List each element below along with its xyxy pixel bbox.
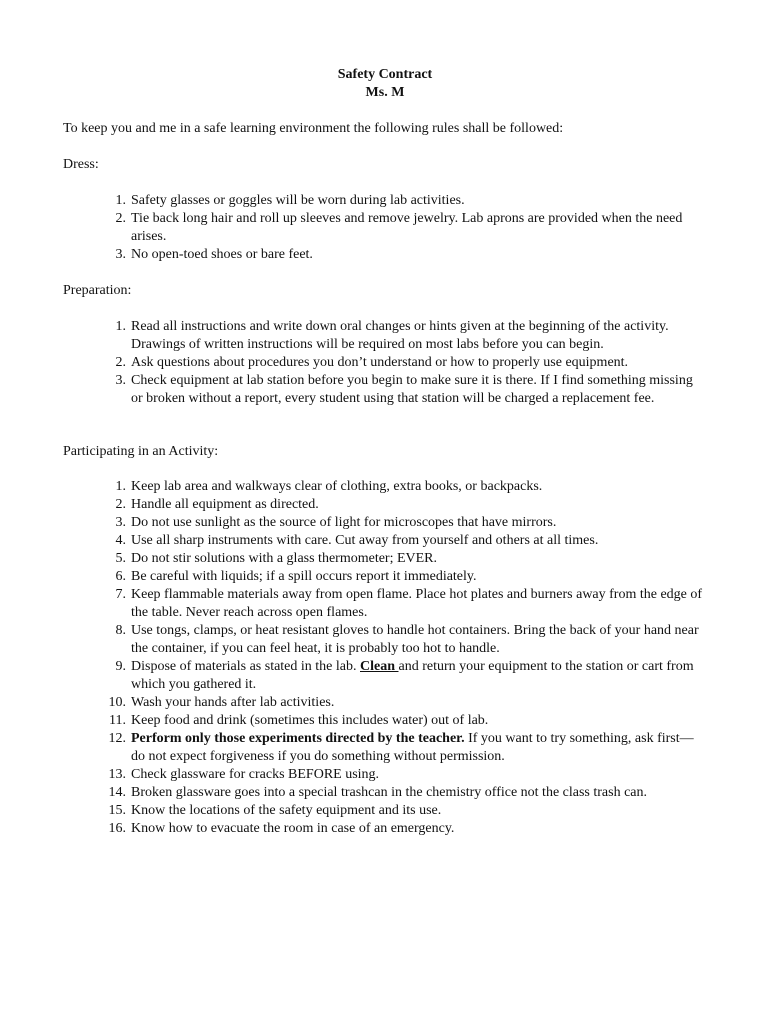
rules-list-preparation bbox=[100, 318, 704, 408]
title-line-1: Safety Contract bbox=[337, 67, 433, 82]
list-item: 12. Perform only those experiments directed by the teacher. If you want to try something, ask first—do not expect forgiveness if you do something without permission. bbox=[108, 731, 694, 764]
list-item: 16. Know how to evacuate the room in case of an emergency. bbox=[108, 821, 455, 836]
list-item: 14. Broken glassware goes into a special trashcan in the chemistry office not the class trash can. bbox=[108, 785, 648, 800]
list-item: 2. Tie back long hair and roll up sleeves and remove jewelry. Lab aprons are provided when the need arises. bbox=[115, 211, 683, 244]
list-item: 2. Handle all equipment as directed. bbox=[115, 497, 319, 512]
list-item: 7. Keep flammable materials away from open flame. Place hot plates and burners away from the edge of the table. Never reach across open flames. bbox=[115, 587, 703, 620]
list-item: 11. Keep food and drink (sometimes this includes water) out of lab. bbox=[109, 713, 489, 728]
emphasis-clean: Clean bbox=[360, 659, 399, 674]
list-item: 1. Read all instructions and write down oral changes or hints given at the beginning of the activity. Drawings of written instructions will be required on most labs before you can begin. bbox=[115, 319, 669, 352]
rules-list-dress bbox=[100, 192, 704, 264]
list-item: 5. Do not stir solutions with a glass thermometer; EVER. bbox=[115, 551, 438, 566]
list-item: 1. Keep lab area and walkways clear of clothing, extra books, or backpacks. bbox=[115, 479, 543, 494]
list-item: 10. Wash your hands after lab activities. bbox=[108, 695, 335, 710]
list-item: 15. Know the locations of the safety equipment and its use. bbox=[108, 803, 442, 818]
section-heading-preparation: Preparation: bbox=[63, 283, 132, 298]
list-item: 8. Use tongs, clamps, or heat resistant gloves to handle hot containers. Bring the back of your hand near the container, if you can feel heat, it is probably too hot to handle. bbox=[115, 623, 699, 656]
list-item: 3. Check equipment at lab station before you begin to make sure it is there. If I find something missing or broken without a report, every student using that station will be charged a replacement fee. bbox=[115, 373, 693, 406]
list-item: 6. Be careful with liquids; if a spill occurs report it immediately. bbox=[115, 569, 477, 584]
list-item: 4. Use all sharp instruments with care. Cut away from yourself and others at all times. bbox=[115, 533, 599, 548]
section-heading-participating: Participating in an Activity: bbox=[63, 444, 219, 459]
section-heading-dress: Dress: bbox=[63, 157, 99, 172]
emphasis-perform: Perform only those experiments directed by the teacher. bbox=[131, 731, 465, 746]
list-item: 13. Check glassware for cracks BEFORE using. bbox=[108, 767, 380, 782]
list-item: 3. No open-toed shoes or bare feet. bbox=[115, 247, 313, 262]
list-item: 3. Do not use sunlight as the source of light for microscopes that have mirrors. bbox=[115, 515, 557, 530]
list-item: 9. Dispose of materials as stated in the lab. Clean and return your equipment to the station or cart from which you gathered it. bbox=[115, 659, 694, 692]
document-title bbox=[0, 66, 770, 102]
list-item: 2. Ask questions about procedures you don’t understand or how to properly use equipment. bbox=[115, 355, 629, 370]
rules-list-participating bbox=[100, 478, 704, 838]
intro-paragraph: To keep you and me in a safe learning environment the following rules shall be followed: bbox=[63, 121, 564, 136]
title-line-2: Ms. M bbox=[365, 85, 405, 100]
list-item: 1. Safety glasses or goggles will be worn during lab activities. bbox=[115, 193, 465, 208]
